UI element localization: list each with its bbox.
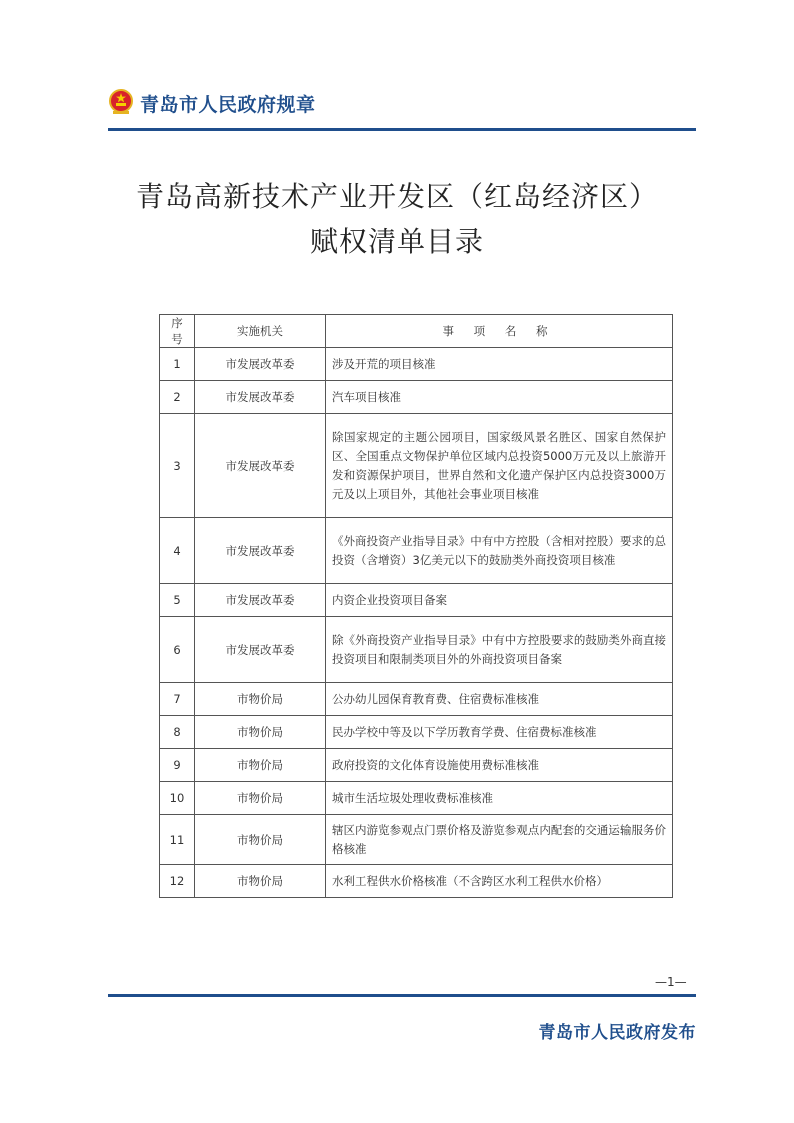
row-no: 7 <box>160 683 195 716</box>
table-row <box>160 414 673 518</box>
page-number: —1— <box>655 975 687 989</box>
row-no: 4 <box>160 518 195 584</box>
header-title: 青岛市人民政府规章 <box>140 94 316 116</box>
row-item: 汽车项目核准 <box>326 381 673 414</box>
row-org: 市物价局 <box>195 749 326 782</box>
column-header-no: 序号 <box>160 315 195 348</box>
row-org: 市发展改革委 <box>195 414 326 518</box>
row-item: 辖区内游览参观点门票价格及游览参观点内配套的交通运输服务价格核准 <box>326 815 673 865</box>
row-item: 民办学校中等及以下学历教育学费、住宿费标准核准 <box>326 716 673 749</box>
row-item: 政府投资的文化体育设施使用费标准核准 <box>326 749 673 782</box>
row-org: 市发展改革委 <box>195 617 326 683</box>
row-no: 11 <box>160 815 195 865</box>
footer-publisher: 青岛市人民政府发布 <box>538 1023 696 1043</box>
row-no: 9 <box>160 749 195 782</box>
row-item: 除《外商投资产业指导目录》中有中方控股要求的鼓励类外商直接投资项目和限制类项目外的外商投资项目备案 <box>326 617 673 683</box>
row-org: 市物价局 <box>195 782 326 815</box>
row-item: 除国家规定的主题公园项目，国家级风景名胜区、国家自然保护区、全国重点文物保护单位区域内总投资5000万元及以上旅游开发和资源保护项目，世界自然和文化遗产保护区内总投资3000万元及以上项目外，其他社会事业项目核准 <box>326 414 673 518</box>
column-header-org: 实施机关 <box>195 315 326 348</box>
row-org: 市物价局 <box>195 815 326 865</box>
table-row <box>160 348 673 381</box>
row-org: 市发展改革委 <box>195 348 326 381</box>
table-row <box>160 683 673 716</box>
row-no: 12 <box>160 865 195 898</box>
page-header <box>108 86 696 132</box>
row-item: 内资企业投资项目备案 <box>326 584 673 617</box>
table-row <box>160 617 673 683</box>
authorization-list-table <box>159 314 673 898</box>
document-title-line2: 赋权清单目录 <box>309 225 484 258</box>
footer-divider <box>108 994 696 997</box>
row-org: 市物价局 <box>195 865 326 898</box>
row-org: 市物价局 <box>195 716 326 749</box>
row-no: 1 <box>160 348 195 381</box>
row-no: 8 <box>160 716 195 749</box>
row-org: 市发展改革委 <box>195 518 326 584</box>
document-title-line1: 青岛高新技术产业开发区（红岛经济区） <box>135 180 658 213</box>
table-header-row <box>160 315 673 348</box>
table-row <box>160 716 673 749</box>
row-no: 3 <box>160 414 195 518</box>
row-no: 6 <box>160 617 195 683</box>
table-row <box>160 584 673 617</box>
row-no: 5 <box>160 584 195 617</box>
table-row <box>160 782 673 815</box>
column-header-item: 事 项 名 称 <box>326 315 673 348</box>
table-row <box>160 865 673 898</box>
row-item: 城市生活垃圾处理收费标准核准 <box>326 782 673 815</box>
row-org: 市发展改革委 <box>195 381 326 414</box>
row-item: 《外商投资产业指导目录》中有中方控股（含相对控股）要求的总投资（含增资）3亿美元以下的鼓励类外商投资项目核准 <box>326 518 673 584</box>
row-item: 公办幼儿园保育教育费、住宿费标准核准 <box>326 683 673 716</box>
table-row <box>160 518 673 584</box>
header-divider <box>108 128 696 131</box>
table-row <box>160 749 673 782</box>
row-no: 2 <box>160 381 195 414</box>
table-row <box>160 815 673 865</box>
national-emblem-icon <box>108 88 134 116</box>
row-no: 10 <box>160 782 195 815</box>
row-item: 水利工程供水价格核准（不含跨区水利工程供水价格） <box>326 865 673 898</box>
row-org: 市发展改革委 <box>195 584 326 617</box>
table-row <box>160 381 673 414</box>
row-item: 涉及开荒的项目核准 <box>326 348 673 381</box>
row-org: 市物价局 <box>195 683 326 716</box>
